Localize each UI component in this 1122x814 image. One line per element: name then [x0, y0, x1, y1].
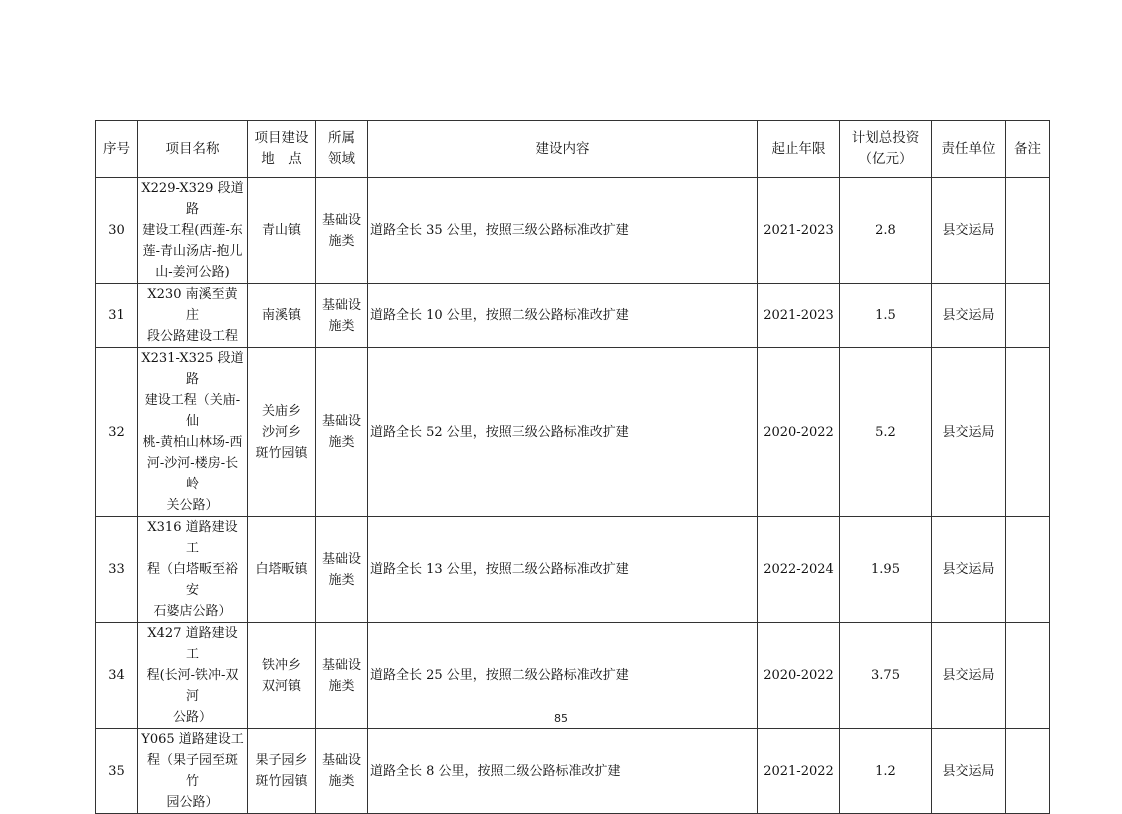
cell-investment: 1.5 — [840, 284, 932, 348]
cell-name: X231-X325 段道路 建设工程（关庙-仙 桃-黄柏山林场-西 河-沙河-楼房-长岭 关公路） — [138, 348, 248, 517]
table-row — [96, 729, 1050, 814]
page-number: 85 — [554, 712, 568, 725]
project-table — [95, 120, 1050, 814]
cell-content: 道路全长 13 公里，按照二级公路标准改扩建 — [368, 517, 758, 623]
table-row — [96, 284, 1050, 348]
header-field: 所属 领域 — [316, 121, 368, 178]
cell-seq: 33 — [96, 517, 138, 623]
cell-name: X316 道路建设工 程（白塔畈至裕安 石婆店公路） — [138, 517, 248, 623]
header-investment: 计划总投资 （亿元） — [840, 121, 932, 178]
cell-period: 2022-2024 — [758, 517, 840, 623]
header-seq: 序号 — [96, 121, 138, 178]
cell-content: 道路全长 25 公里，按照二级公路标准改扩建 — [368, 623, 758, 729]
table-row — [96, 178, 1050, 284]
cell-period: 2021-2023 — [758, 178, 840, 284]
cell-investment: 1.2 — [840, 729, 932, 814]
cell-period: 2021-2023 — [758, 284, 840, 348]
cell-unit: 县交运局 — [932, 348, 1006, 517]
cell-location: 青山镇 — [248, 178, 316, 284]
cell-name: X229-X329 段道路 建设工程(西莲-东 莲-青山汤店-抱儿 山-姜河公路) — [138, 178, 248, 284]
header-period: 起止年限 — [758, 121, 840, 178]
cell-remark — [1006, 517, 1050, 623]
cell-unit: 县交运局 — [932, 623, 1006, 729]
cell-period: 2020-2022 — [758, 348, 840, 517]
cell-name: X230 南溪至黄庄 段公路建设工程 — [138, 284, 248, 348]
cell-period: 2020-2022 — [758, 623, 840, 729]
cell-location: 关庙乡 沙河乡 斑竹园镇 — [248, 348, 316, 517]
cell-unit: 县交运局 — [932, 284, 1006, 348]
cell-location: 铁冲乡 双河镇 — [248, 623, 316, 729]
header-remark: 备注 — [1006, 121, 1050, 178]
cell-name: X427 道路建设工 程(长河-铁冲-双河 公路） — [138, 623, 248, 729]
cell-field: 基础设 施类 — [316, 348, 368, 517]
cell-investment: 5.2 — [840, 348, 932, 517]
cell-seq: 31 — [96, 284, 138, 348]
cell-field: 基础设 施类 — [316, 517, 368, 623]
cell-field: 基础设 施类 — [316, 729, 368, 814]
cell-investment: 1.95 — [840, 517, 932, 623]
cell-name: Y065 道路建设工 程（果子园至斑竹 园公路） — [138, 729, 248, 814]
cell-seq: 35 — [96, 729, 138, 814]
cell-field: 基础设 施类 — [316, 178, 368, 284]
header-location: 项目建设 地 点 — [248, 121, 316, 178]
cell-seq: 32 — [96, 348, 138, 517]
cell-content: 道路全长 8 公里，按照二级公路标准改扩建 — [368, 729, 758, 814]
cell-seq: 34 — [96, 623, 138, 729]
cell-content: 道路全长 35 公里，按照三级公路标准改扩建 — [368, 178, 758, 284]
cell-field: 基础设 施类 — [316, 623, 368, 729]
cell-investment: 3.75 — [840, 623, 932, 729]
cell-location: 南溪镇 — [248, 284, 316, 348]
cell-location: 果子园乡 斑竹园镇 — [248, 729, 316, 814]
cell-content: 道路全长 52 公里，按照三级公路标准改扩建 — [368, 348, 758, 517]
table-row — [96, 517, 1050, 623]
table-row — [96, 348, 1050, 517]
cell-location: 白塔畈镇 — [248, 517, 316, 623]
header-unit: 责任单位 — [932, 121, 1006, 178]
cell-field: 基础设 施类 — [316, 284, 368, 348]
cell-seq: 30 — [96, 178, 138, 284]
cell-unit: 县交运局 — [932, 517, 1006, 623]
cell-remark — [1006, 348, 1050, 517]
header-name: 项目名称 — [138, 121, 248, 178]
cell-unit: 县交运局 — [932, 178, 1006, 284]
table-header-row — [96, 121, 1050, 178]
cell-period: 2021-2022 — [758, 729, 840, 814]
cell-remark — [1006, 729, 1050, 814]
cell-remark — [1006, 284, 1050, 348]
cell-remark — [1006, 178, 1050, 284]
cell-content: 道路全长 10 公里，按照二级公路标准改扩建 — [368, 284, 758, 348]
cell-unit: 县交运局 — [932, 729, 1006, 814]
cell-investment: 2.8 — [840, 178, 932, 284]
header-content: 建设内容 — [368, 121, 758, 178]
